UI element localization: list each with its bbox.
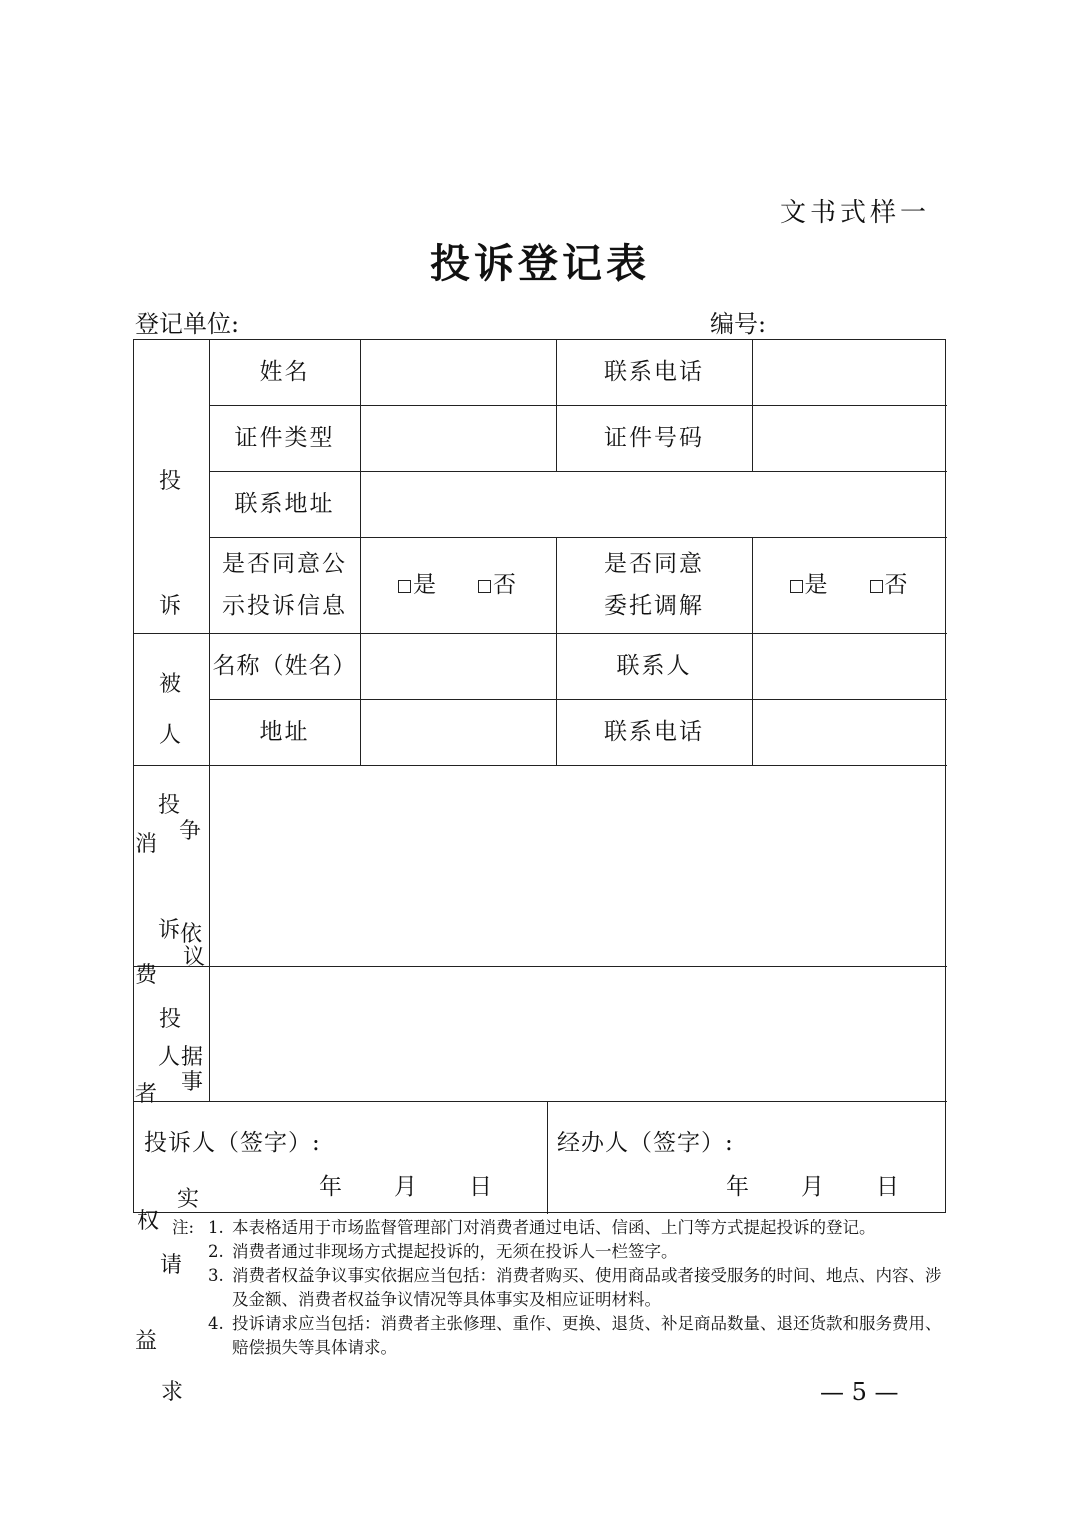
respondent-phone-field[interactable]	[752, 699, 947, 765]
id-type-field[interactable]	[360, 405, 556, 471]
respondent-section-label-bottom: 人	[158, 723, 181, 748]
registration-unit-label: 登记单位:	[135, 310, 240, 338]
checkbox-icon	[870, 580, 883, 593]
handler-date-year: 年	[726, 1174, 749, 1200]
note-item: 2. 消费者通过非现场方式提起投诉的，无须在投诉人一栏签字。	[208, 1242, 678, 1261]
respondent-name-label: 名称（姓名）	[212, 652, 357, 679]
contact-address-label: 联系地址	[234, 490, 335, 517]
mediation-yes-checkbox[interactable]: 是	[790, 567, 830, 604]
complainant-name-label: 姓名	[259, 359, 310, 386]
complainant-section-label-bottom: 诉	[158, 594, 181, 619]
stray-glyph-2: 争	[178, 819, 201, 844]
document-type-label: 文书式样一	[780, 198, 931, 228]
contact-address-field[interactable]	[360, 471, 947, 537]
complainant-signature-label: 投诉人（签字）:	[144, 1130, 321, 1156]
stray-glyph-6: 议	[182, 945, 205, 970]
note-item: 注: 1. 本表格适用于市场监督管理部门对消费者通过电话、信函、上门等方式提起投诉的登记。	[172, 1216, 952, 1240]
stray-glyph-3: 消	[134, 832, 157, 857]
complaint-request-field[interactable]	[209, 966, 947, 1101]
checkbox-icon	[478, 580, 491, 593]
stray-glyph-7: 费	[134, 963, 157, 988]
handler-date-month: 月	[801, 1174, 824, 1200]
disclose-yes-checkbox[interactable]: 是	[398, 567, 438, 604]
respondent-address-label: 地址	[259, 718, 310, 745]
respondent-name-field[interactable]	[360, 633, 556, 699]
note-item: 3. 消费者权益争议事实依据应当包括：消费者购买、使用商品或者接受服务的时间、地点、内容、涉及金额、消费者权益争议情况等具体事实及相应证明材料。	[208, 1266, 942, 1309]
handler-date-day: 日	[876, 1174, 899, 1200]
mediation-options	[752, 537, 947, 633]
stray-glyph-17: 求	[160, 1380, 183, 1405]
stray-glyph-11: 人	[157, 1045, 180, 1070]
serial-number-label: 编号:	[710, 310, 767, 338]
stray-glyph-9: 据	[180, 1045, 203, 1070]
id-type-label: 证件类型	[234, 424, 335, 451]
note-item: 4. 投诉请求应当包括：消费者主张修理、重作、更换、退货、补足商品数量、退还货款和服务费用、赔偿损失等具体请求。	[208, 1314, 942, 1357]
form-notes	[172, 1216, 952, 1360]
notes-heading: 注:	[172, 1218, 195, 1237]
disclose-info-label: 是否同意公示投诉信息	[222, 551, 347, 619]
id-number-field[interactable]	[752, 405, 947, 471]
stray-glyph-14: 权	[136, 1209, 159, 1234]
respondent-address-field[interactable]	[360, 699, 556, 765]
stray-glyph-16: 益	[134, 1329, 157, 1354]
respondent-section-label-top: 被	[158, 672, 181, 697]
page-number: — 5 —	[820, 1378, 899, 1406]
checkbox-icon	[398, 580, 411, 593]
stray-glyph-10: 事	[180, 1070, 203, 1095]
respondent-phone-label: 联系电话	[604, 718, 704, 745]
stray-glyph-5: 依	[179, 922, 202, 947]
id-number-label: 证件号码	[604, 424, 704, 451]
dispute-facts-field[interactable]	[209, 765, 947, 966]
checkbox-icon	[790, 580, 803, 593]
respondent-contact-label: 联系人	[616, 652, 692, 679]
complainant-date-year: 年	[319, 1174, 342, 1200]
mediation-label: 是否同意 委托调解	[604, 551, 704, 619]
respondent-contact-field[interactable]	[752, 633, 947, 699]
disclose-info-options	[360, 537, 556, 633]
stray-glyph-1: 投	[157, 793, 180, 818]
complainant-date-month: 月	[394, 1174, 417, 1200]
stray-glyph-8: 投	[158, 1007, 181, 1032]
complainant-name-field[interactable]	[360, 340, 556, 405]
stray-glyph-15: 请	[159, 1253, 182, 1278]
stray-glyph-13: 实	[176, 1187, 199, 1212]
stray-glyph-4: 诉	[157, 918, 180, 943]
complainant-phone-field[interactable]	[752, 340, 947, 405]
complainant-section-label-top: 投	[158, 469, 181, 494]
complainant-phone-label: 联系电话	[604, 359, 704, 386]
handler-signature-label: 经办人（签字）:	[557, 1130, 734, 1156]
disclose-no-checkbox[interactable]: 否	[478, 567, 518, 604]
mediation-no-checkbox[interactable]: 否	[870, 567, 910, 604]
registration-form-table	[133, 339, 946, 1213]
stray-glyph-12: 者	[134, 1082, 157, 1107]
page-title: 投诉登记表	[430, 240, 650, 287]
complainant-date-day: 日	[469, 1174, 492, 1200]
